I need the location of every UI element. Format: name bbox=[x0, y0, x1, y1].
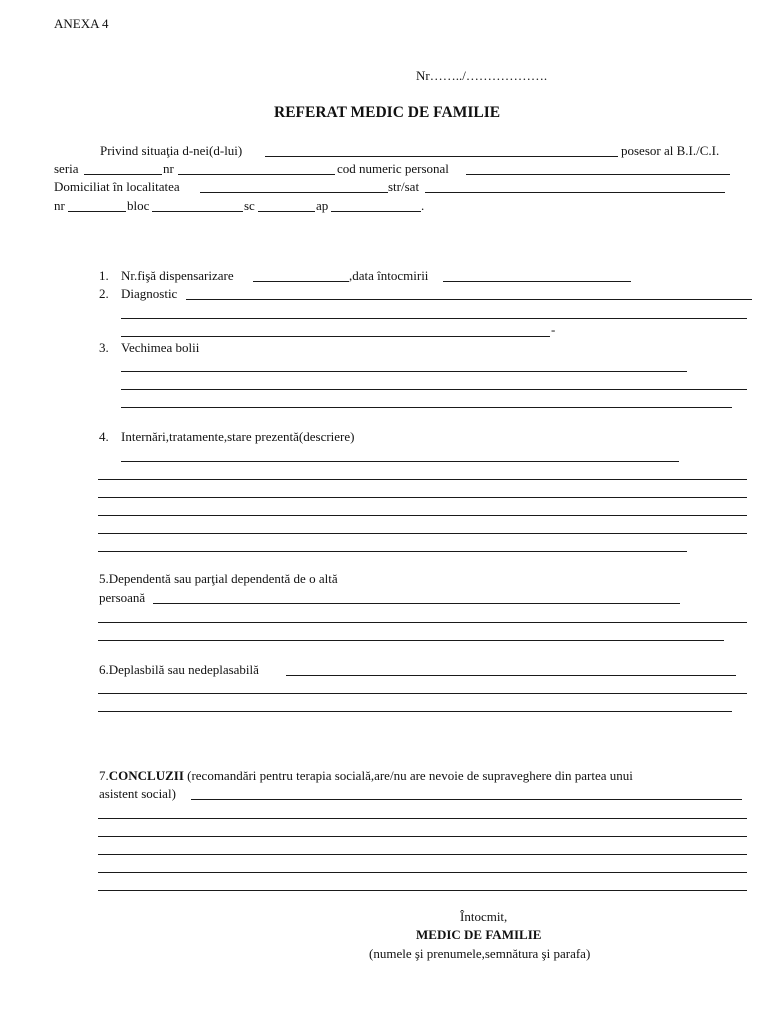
disease-duration-line[interactable] bbox=[121, 371, 687, 372]
cnp-label: cod numeric personal bbox=[337, 161, 449, 176]
treatment-line[interactable] bbox=[98, 497, 747, 498]
id-series-label: seria bbox=[54, 161, 79, 176]
diagnostic-line[interactable] bbox=[121, 318, 747, 319]
dash-mark: - bbox=[551, 322, 556, 337]
id-number-label: nr bbox=[163, 161, 174, 176]
cnp-field[interactable] bbox=[466, 174, 730, 175]
disease-duration-line[interactable] bbox=[121, 389, 747, 390]
conclusions-label-cont: asistent social) bbox=[99, 786, 176, 801]
treatment-line[interactable] bbox=[98, 551, 687, 552]
date-field[interactable] bbox=[443, 281, 631, 282]
conclusions-line[interactable] bbox=[98, 836, 747, 837]
signature-role: MEDIC DE FAMILIE bbox=[416, 927, 542, 942]
mobility-line[interactable] bbox=[98, 693, 747, 694]
conclusions-line[interactable] bbox=[98, 818, 747, 819]
conclusions-heading: CONCLUZII bbox=[108, 768, 184, 783]
locality-label: Domiciliat în localitatea bbox=[54, 179, 180, 194]
item-4-number: 4. bbox=[99, 429, 109, 444]
treatment-line[interactable] bbox=[98, 533, 747, 534]
signature-note: (numele şi prenumele,semnătura şi parafa) bbox=[369, 946, 591, 961]
street-label: str/sat bbox=[388, 179, 420, 194]
document-number: Nr……../………………. bbox=[416, 68, 548, 83]
apartment-field[interactable] bbox=[331, 211, 421, 212]
street-field[interactable] bbox=[425, 192, 725, 193]
file-number-field[interactable] bbox=[253, 281, 349, 282]
treatment-label: Internări,tratamente,stare prezentă(descriere) bbox=[121, 429, 355, 444]
page-title: REFERAT MEDIC DE FAMILIE bbox=[274, 104, 501, 121]
conclusions-field[interactable] bbox=[191, 799, 742, 800]
id-series-field[interactable] bbox=[84, 174, 162, 175]
dependency-label: 5.Dependentă sau parţial dependentă de o altă bbox=[99, 571, 338, 586]
patient-name-field[interactable] bbox=[265, 156, 618, 157]
block-field[interactable] bbox=[152, 211, 243, 212]
item-2-number: 2. bbox=[99, 286, 109, 301]
id-card-label: posesor al B.I./C.I. bbox=[621, 143, 720, 158]
prepared-by-label: Întocmit, bbox=[460, 909, 508, 924]
treatment-line[interactable] bbox=[98, 479, 747, 480]
mobility-line[interactable] bbox=[98, 711, 732, 712]
item-7-number: 7. bbox=[99, 768, 109, 783]
mobility-field[interactable] bbox=[286, 675, 736, 676]
house-number-field[interactable] bbox=[68, 211, 126, 212]
annex-label: ANEXA 4 bbox=[54, 16, 109, 31]
apartment-label: ap bbox=[316, 198, 329, 213]
conclusions-line[interactable] bbox=[98, 854, 747, 855]
staircase-label: sc bbox=[244, 198, 255, 213]
conclusions-row bbox=[99, 768, 633, 784]
disease-duration-line[interactable] bbox=[121, 407, 732, 408]
period-mark: . bbox=[421, 198, 425, 213]
dependency-field[interactable] bbox=[153, 603, 680, 604]
dependency-label-cont: persoană bbox=[99, 590, 146, 605]
diagnostic-field[interactable] bbox=[186, 299, 752, 300]
file-number-label: Nr.fişă dispensarizare bbox=[121, 268, 234, 283]
patient-name-label: Privind situaţia d-nei(d-lui) bbox=[100, 143, 243, 158]
conclusions-line[interactable] bbox=[98, 872, 747, 873]
dependency-line[interactable] bbox=[98, 640, 724, 641]
date-label: ,data întocmirii bbox=[349, 268, 429, 283]
dependency-line[interactable] bbox=[98, 622, 747, 623]
staircase-field[interactable] bbox=[258, 211, 315, 212]
item-1-number: 1. bbox=[99, 268, 109, 283]
treatment-line[interactable] bbox=[121, 461, 679, 462]
treatment-line[interactable] bbox=[98, 515, 747, 516]
block-label: bloc bbox=[127, 198, 150, 213]
item-3-number: 3. bbox=[99, 340, 109, 355]
diagnostic-line[interactable] bbox=[121, 336, 550, 337]
conclusions-line[interactable] bbox=[98, 890, 747, 891]
conclusions-description: (recomandări pentru terapia socială,are/nu are nevoie de supraveghere din partea unui bbox=[187, 768, 633, 783]
locality-field[interactable] bbox=[200, 192, 388, 193]
diagnostic-label: Diagnostic bbox=[121, 286, 178, 301]
disease-duration-label: Vechimea bolii bbox=[121, 340, 200, 355]
mobility-label: 6.Deplasbilă sau nedeplasabilă bbox=[99, 662, 259, 677]
id-number-field[interactable] bbox=[178, 174, 335, 175]
house-number-label: nr bbox=[54, 198, 65, 213]
